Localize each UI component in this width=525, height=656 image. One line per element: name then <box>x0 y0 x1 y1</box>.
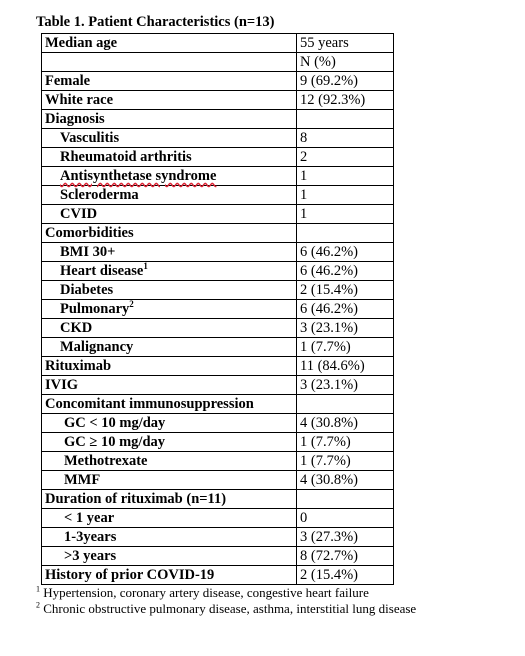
footnote-text: Chronic obstructive pulmonary disease, asthma, interstitial lung disease <box>43 601 417 616</box>
row-label-cell <box>42 262 297 281</box>
row-value: 1 (7.7%) <box>297 338 394 357</box>
footnotes <box>36 585 416 617</box>
section-heading: Comorbidities <box>42 224 297 243</box>
row-label: >3 years <box>42 547 297 566</box>
row-label: CKD <box>42 319 297 338</box>
row-value: 2 <box>297 148 394 167</box>
row-value: 1 (7.7%) <box>297 433 394 452</box>
table-row <box>42 319 394 338</box>
row-label: Antisynthetase syndrome <box>60 168 217 184</box>
row-value: 4 (30.8%) <box>297 414 394 433</box>
table-row <box>42 34 394 53</box>
row-label: Rituximab <box>42 357 297 376</box>
row-value: 1 <box>297 186 394 205</box>
row-value: 1 <box>297 167 394 186</box>
table-row <box>42 148 394 167</box>
row-value: 8 (72.7%) <box>297 547 394 566</box>
footnote-marker: 1 <box>36 584 40 594</box>
footnote-marker: 2 <box>36 600 40 610</box>
table-row <box>42 205 394 224</box>
table-row <box>42 471 394 490</box>
patient-characteristics-table <box>41 33 394 585</box>
table-row <box>42 129 394 148</box>
row-label: GC < 10 mg/day <box>42 414 297 433</box>
row-value: 8 <box>297 129 394 148</box>
row-label: GC ≥ 10 mg/day <box>42 433 297 452</box>
table-row <box>42 490 394 509</box>
row-label-cell <box>42 300 297 319</box>
row-value: 2 (15.4%) <box>297 281 394 300</box>
row-value <box>297 395 394 414</box>
row-value <box>297 110 394 129</box>
row-label <box>42 53 297 72</box>
table-row <box>42 91 394 110</box>
row-label: Median age <box>42 34 297 53</box>
table-row <box>42 376 394 395</box>
table-row <box>42 395 394 414</box>
row-label: IVIG <box>42 376 297 395</box>
table-row <box>42 243 394 262</box>
row-label: 1-3years <box>42 528 297 547</box>
table-row <box>42 338 394 357</box>
row-label: History of prior COVID-19 <box>42 566 297 585</box>
row-value: 1 <box>297 205 394 224</box>
row-value <box>297 490 394 509</box>
row-label: < 1 year <box>42 509 297 528</box>
table-row <box>42 509 394 528</box>
row-value: 11 (84.6%) <box>297 357 394 376</box>
table-row <box>42 357 394 376</box>
row-label: Malignancy <box>42 338 297 357</box>
table-row <box>42 528 394 547</box>
row-label: MMF <box>42 471 297 490</box>
row-label: White race <box>42 91 297 110</box>
footnote-marker: 2 <box>129 299 134 310</box>
row-label: Female <box>42 72 297 91</box>
table-row <box>42 110 394 129</box>
row-value: 3 (23.1%) <box>297 376 394 395</box>
column-header: N (%) <box>297 53 394 72</box>
table-row <box>42 224 394 243</box>
table-row <box>42 300 394 319</box>
row-label: Vasculitis <box>42 129 297 148</box>
row-value: 12 (92.3%) <box>297 91 394 110</box>
footnote <box>36 585 416 601</box>
footnote <box>36 601 416 617</box>
section-heading: Diagnosis <box>42 110 297 129</box>
table-caption: Table 1. Patient Characteristics (n=13) <box>36 14 275 30</box>
row-value: 3 (27.3%) <box>297 528 394 547</box>
table-row <box>42 167 394 186</box>
row-label: BMI 30+ <box>42 243 297 262</box>
row-value: 3 (23.1%) <box>297 319 394 338</box>
row-label: Pulmonary <box>60 301 130 317</box>
row-value: 1 (7.7%) <box>297 452 394 471</box>
row-label: Methotrexate <box>42 452 297 471</box>
footnote-text: Hypertension, coronary artery disease, congestive heart failure <box>43 585 369 600</box>
row-label-cell <box>42 167 297 186</box>
row-value <box>297 224 394 243</box>
row-label: Scleroderma <box>42 186 297 205</box>
row-label: Heart disease <box>60 263 144 279</box>
row-label: CVID <box>42 205 297 224</box>
table-row <box>42 262 394 281</box>
table-row <box>42 547 394 566</box>
table-row <box>42 433 394 452</box>
footnote-marker: 1 <box>143 261 148 272</box>
row-label: Diabetes <box>42 281 297 300</box>
row-value: 55 years <box>297 34 394 53</box>
table-row <box>42 53 394 72</box>
row-value: 4 (30.8%) <box>297 471 394 490</box>
table-row <box>42 281 394 300</box>
section-heading: Duration of rituximab (n=11) <box>42 490 297 509</box>
row-value: 9 (69.2%) <box>297 72 394 91</box>
row-value: 2 (15.4%) <box>297 566 394 585</box>
row-label: Rheumatoid arthritis <box>42 148 297 167</box>
row-value: 6 (46.2%) <box>297 262 394 281</box>
table-row <box>42 72 394 91</box>
section-heading: Concomitant immunosuppression <box>42 395 297 414</box>
row-value: 6 (46.2%) <box>297 243 394 262</box>
table-row <box>42 566 394 585</box>
row-value: 6 (46.2%) <box>297 300 394 319</box>
row-value: 0 <box>297 509 394 528</box>
table-row <box>42 452 394 471</box>
table-row <box>42 414 394 433</box>
table-row <box>42 186 394 205</box>
